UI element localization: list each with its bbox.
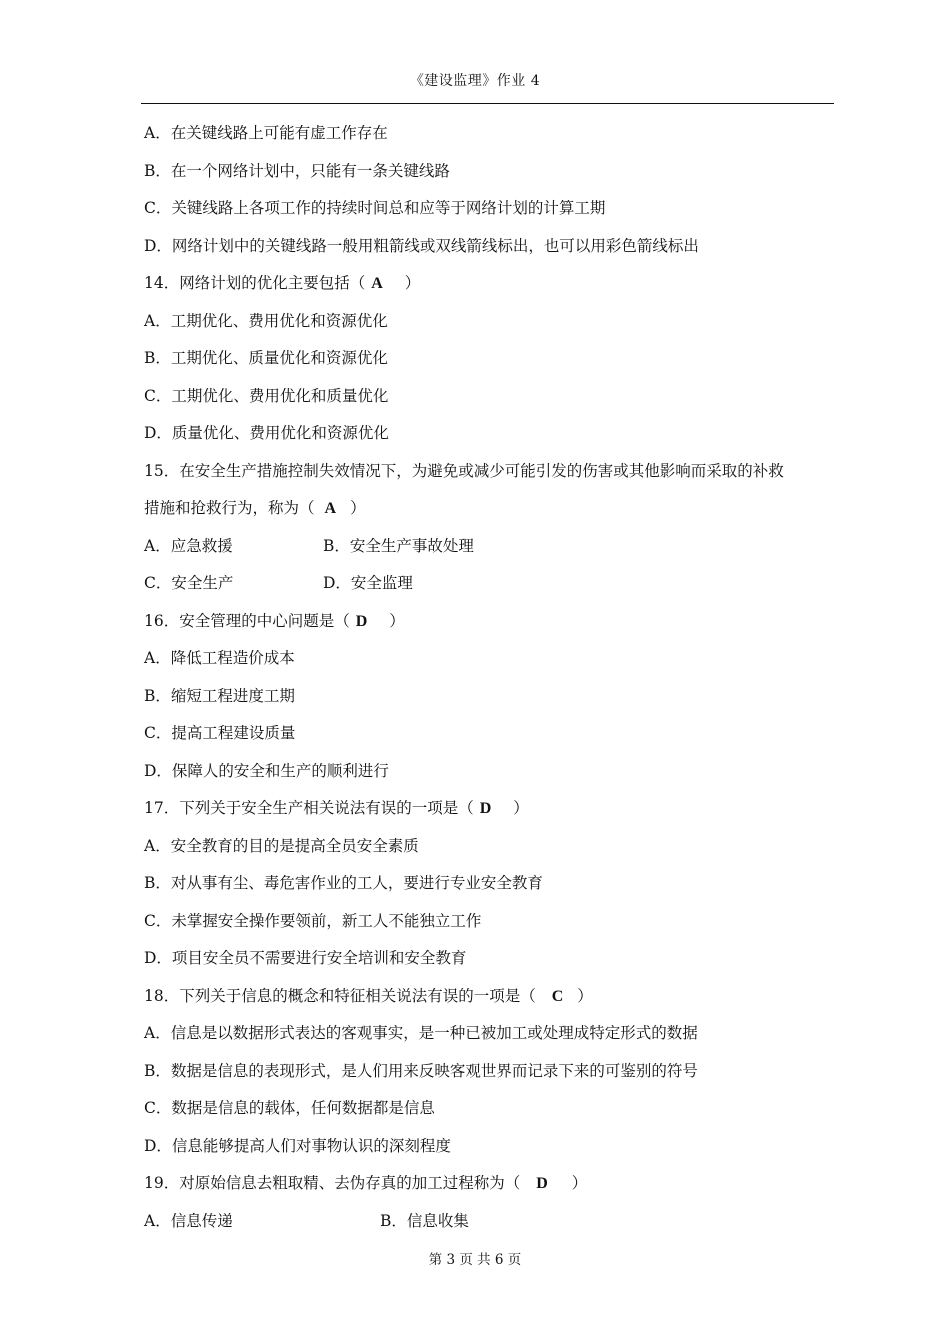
q15-answer: A [324,500,337,517]
q14-close: ） [404,274,421,292]
q18-option-d: D．信息能够提高人们对事物认识的深刻程度 [144,1136,451,1155]
q17-option-d: D．项目安全员不需要进行安全培训和安全教育 [144,949,467,967]
q17-stem: 17．下列关于安全生产相关说法有误的一项是（ [144,799,474,817]
q15-stem: 措施和抢救行为，称为（ [144,499,315,517]
header-rule [141,103,834,104]
q17-answer: D [479,800,492,817]
q19-option-b: B．信息收集 [380,1211,469,1230]
q19-close: ） [571,1174,588,1192]
q17-question [144,790,834,828]
q19-stem: 19．对原始信息去粗取精、去伪存真的加工过程称为（ [144,1174,521,1192]
q18-option-b: B．数据是信息的表现形式，是人们用来反映客观世界而记录下来的可鉴别的符号 [144,1061,698,1080]
q16-option-d: D．保障人的安全和生产的顺利进行 [144,761,389,780]
page-footer: 第 3 页 共 6 页 [428,1252,522,1268]
q18-answer: C [551,987,564,1005]
q14-question [144,265,834,303]
page-content [144,115,834,1240]
q15-options-ab [144,528,834,566]
q19-options-ab [144,1203,834,1241]
page-header: 《建设监理》作业 4 [409,73,541,89]
q13-option-a: A．在关键线路上可能有虚工作存在 [144,124,388,142]
q19-answer: D [536,1175,548,1192]
q17-option-a: A．安全教育的目的是提高全员安全素质 [144,836,419,855]
q14-option-a: A．工期优化、费用优化和资源优化 [144,311,388,330]
q18-option-c: C．数据是信息的载体，任何数据都是信息 [144,1099,435,1117]
q16-answer: D [355,612,368,630]
q15-question-line1: 15．在安全生产措施控制失效情况下，为避免或减少可能引发的伤害或其他影响而采取的补救 [144,461,784,480]
q13-option-b: B．在一个网络计划中，只能有一条关键线路 [144,161,450,180]
q16-close: ） [389,611,405,630]
q15-question-line2 [144,490,834,528]
q14-option-c: C．工期优化、费用优化和质量优化 [144,386,389,405]
q17-option-b: B．对从事有尘、毒危害作业的工人，要进行专业安全教育 [144,874,543,892]
q18-option-a: A．信息是以数据形式表达的客观事实，是一种已被加工或处理成特定形式的数据 [144,1024,698,1042]
q19-question [144,1165,834,1203]
q16-stem: 16．安全管理的中心问题是（ [144,611,350,630]
q14-stem: 14．网络计划的优化主要包括（ [144,274,366,292]
q15-option-b: B．安全生产事故处理 [323,536,474,555]
q14-answer: A [371,275,383,292]
q18-close: ） [577,986,593,1005]
q16-option-c: C．提高工程建设质量 [144,724,296,742]
q14-option-b: B．工期优化、质量优化和资源优化 [144,349,388,367]
q17-close: ） [513,799,529,817]
q13-option-c: C．关键线路上各项工作的持续时间总和应等于网络计划的计算工期 [144,199,606,217]
q16-question [144,603,834,641]
q15-close: ） [350,499,366,517]
q16-option-b: B．缩短工程进度工期 [144,686,295,705]
q17-option-c: C．未掌握安全操作要领前，新工人不能独立工作 [144,911,482,930]
q18-question [144,978,834,1016]
q13-option-d: D．网络计划中的关键线路一般用粗箭线或双线箭线标出，也可以用彩色箭线标出 [144,236,699,255]
q16-option-a: A．降低工程造价成本 [144,649,295,667]
q14-option-d: D．质量优化、费用优化和资源优化 [144,424,389,442]
q15-option-a: A．应急救援 [144,536,233,555]
q15-options-cd [144,565,834,603]
q15-option-d: D．安全监理 [323,574,413,592]
q18-stem: 18．下列关于信息的概念和特征相关说法有误的一项是（ [144,986,536,1005]
q15-option-c: C．安全生产 [144,574,234,592]
q19-option-a: A．信息传递 [144,1211,233,1230]
